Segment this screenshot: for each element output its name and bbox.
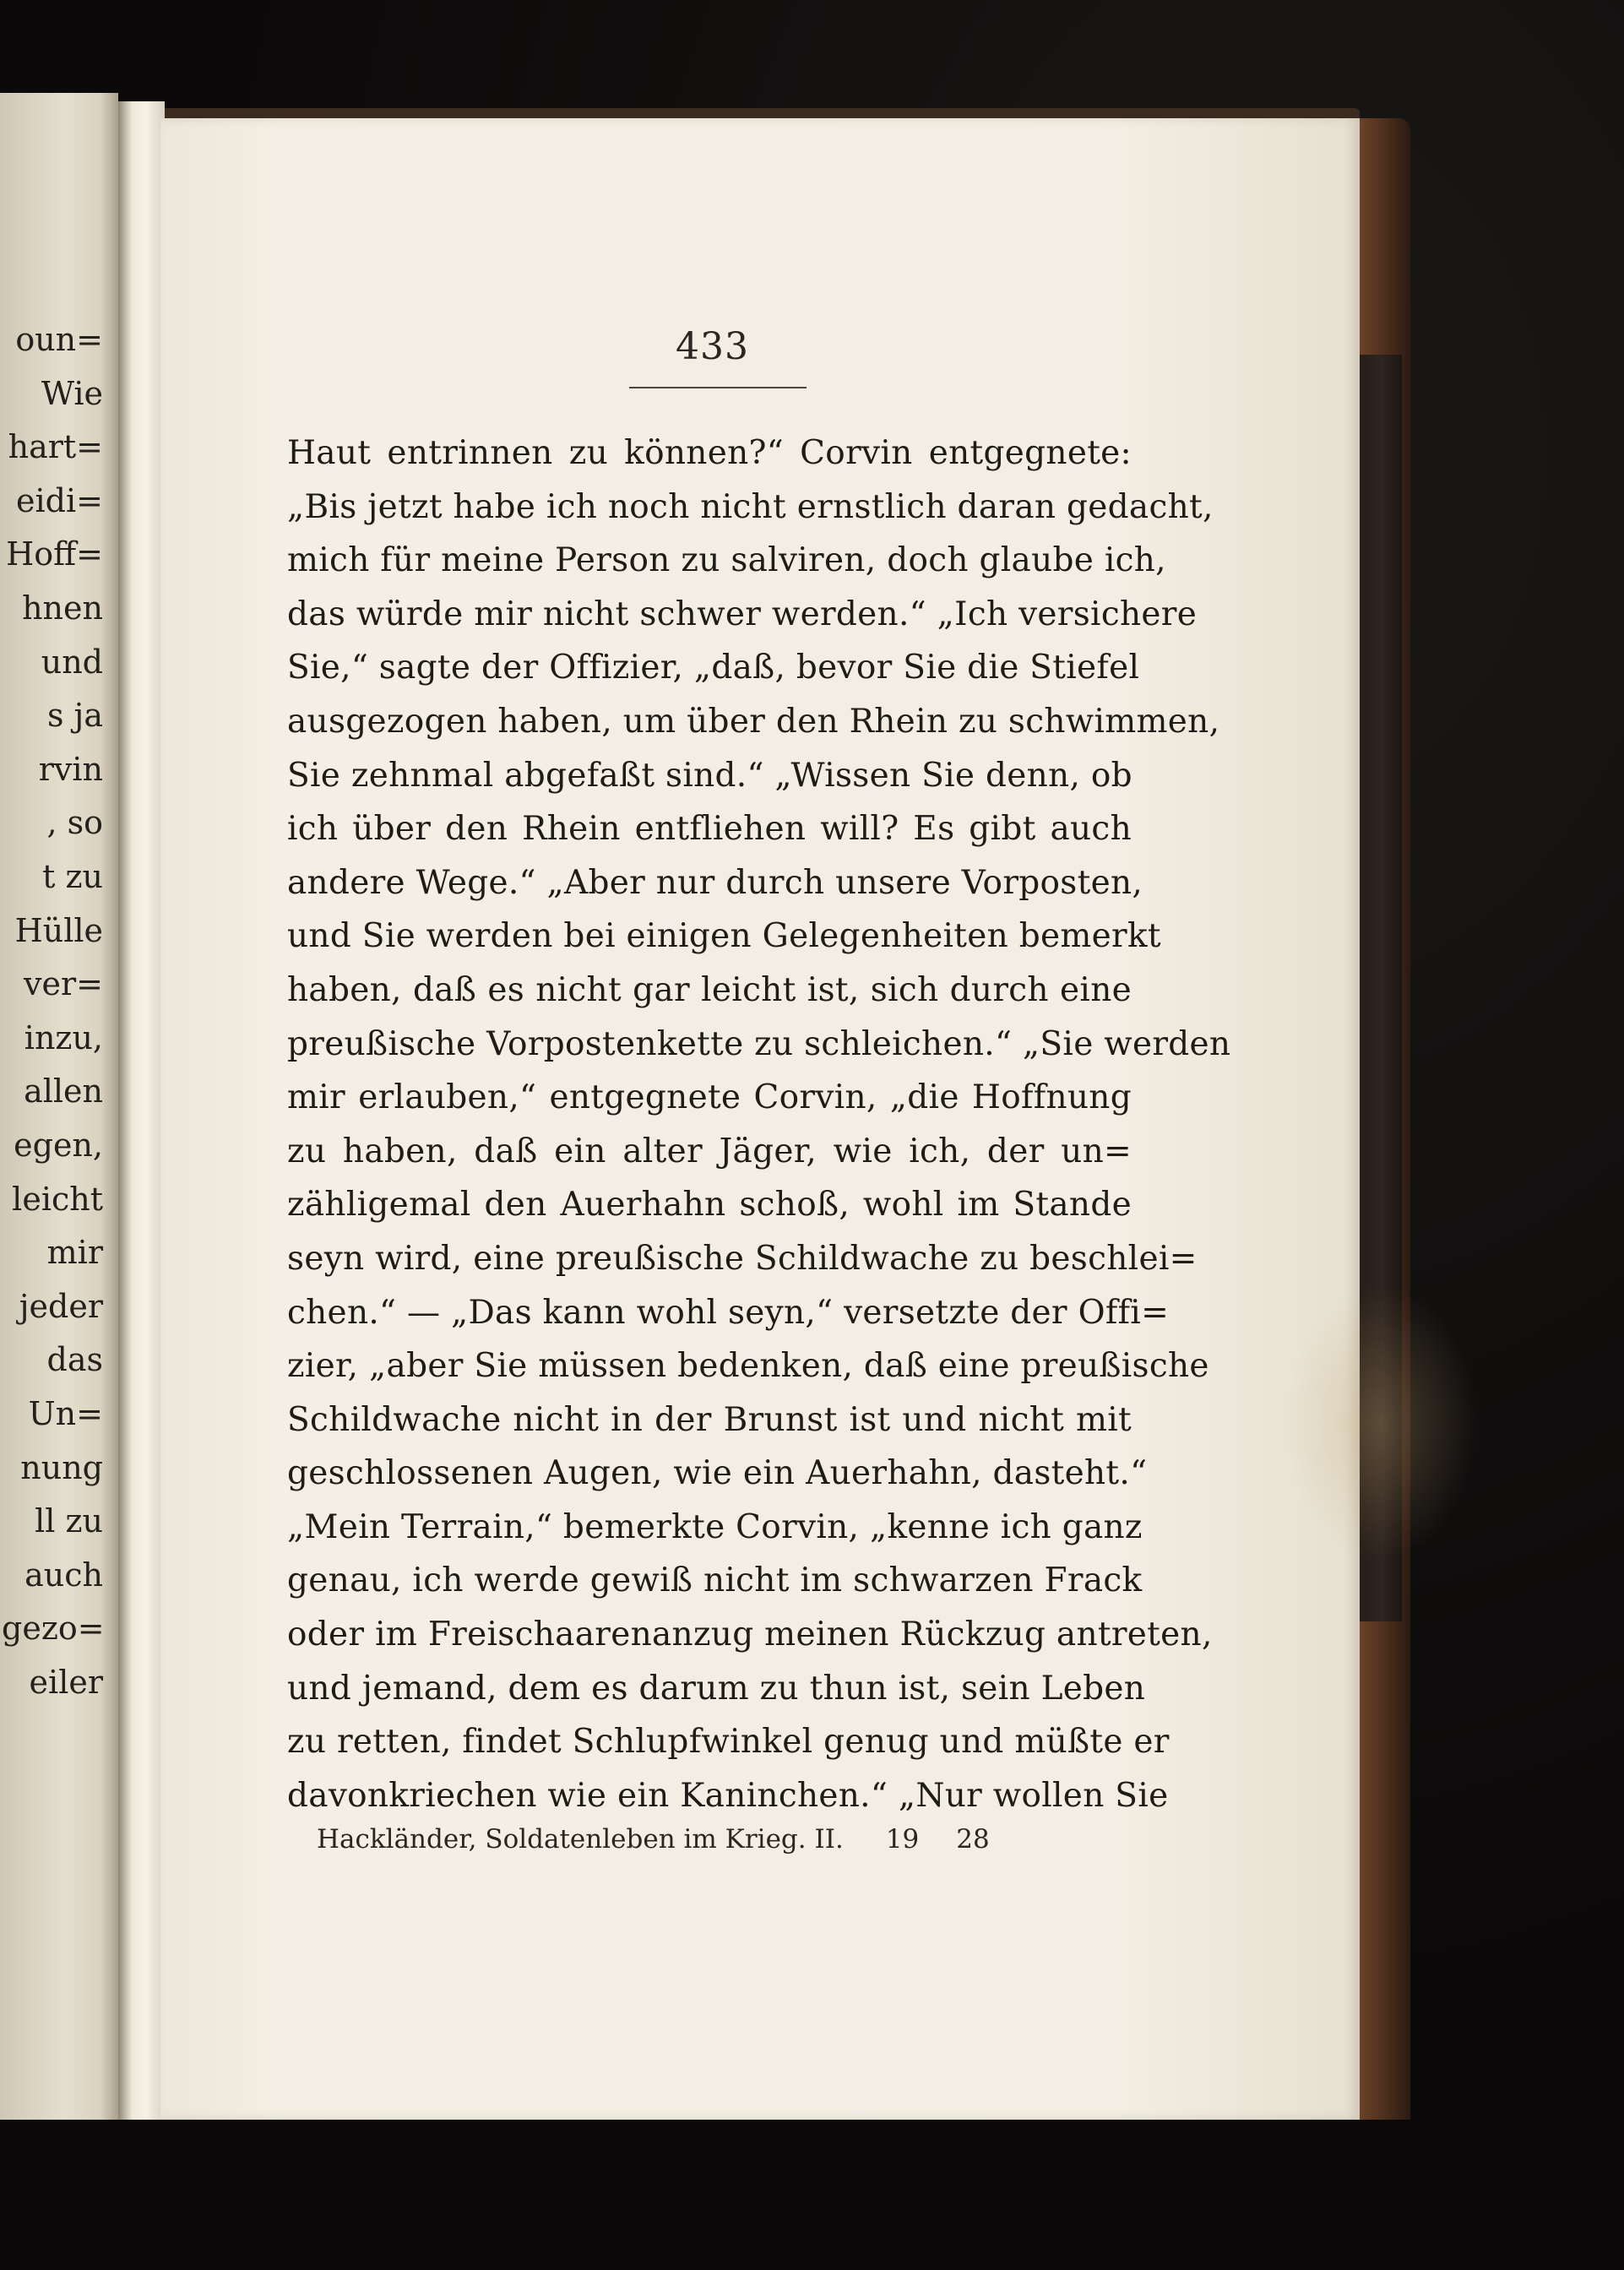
text-line: mich für meine Person zu salviren, doch glaube ich, bbox=[287, 541, 1166, 580]
left-page-fragment: ll zu bbox=[35, 1502, 103, 1540]
left-page-fragment: das bbox=[46, 1341, 103, 1379]
left-page-fragment: jeder bbox=[19, 1287, 103, 1325]
text-line: zier, „aber Sie müssen bedenken, daß eine preußische bbox=[287, 1347, 1209, 1386]
body-text bbox=[287, 426, 1231, 1822]
left-page-fragment: Wie bbox=[41, 374, 103, 412]
page-footer bbox=[317, 1824, 992, 1855]
text-line: zu retten, findet Schlupfwinkel genug und müßte er bbox=[287, 1723, 1170, 1762]
foxing-stain bbox=[1284, 1284, 1478, 1562]
text-line: zähligemal den Auerhahn schoß, wohl im Stande bbox=[287, 1186, 1132, 1225]
left-page-fragment: Hülle bbox=[14, 911, 103, 949]
left-page-fragment: allen bbox=[24, 1073, 103, 1111]
left-page-fragment: t zu bbox=[42, 858, 103, 895]
left-page-fragment: hart= bbox=[8, 428, 103, 466]
left-page-fragment: auch bbox=[24, 1556, 103, 1594]
left-facing-page bbox=[0, 93, 118, 2128]
left-page-fragment: inzu, bbox=[24, 1018, 103, 1056]
left-page-fragment: ver= bbox=[24, 965, 103, 1003]
left-page-fragment: gezo= bbox=[2, 1610, 105, 1648]
left-page-fragment: eidi= bbox=[16, 481, 103, 519]
left-page-fragment: eiler bbox=[29, 1664, 103, 1701]
page-number: 433 bbox=[676, 325, 749, 368]
text-line: preußische Vorpostenkette zu schleichen.“ „Sie werden bbox=[287, 1024, 1231, 1063]
text-line: oder im Freischaarenanzug meinen Rückzug antreten, bbox=[287, 1616, 1213, 1654]
text-line: ich über den Rhein entfliehen will? Es gibt auch bbox=[287, 810, 1132, 849]
text-line: Sie,“ sagte der Offizier, „daß, bevor Sie die Stiefel bbox=[287, 649, 1140, 687]
text-line: „Mein Terrain,“ bemerkte Corvin, „kenne ich ganz bbox=[287, 1507, 1143, 1546]
left-page-fragment: rvin bbox=[38, 750, 103, 788]
page-gutter bbox=[118, 101, 165, 2128]
text-line: andere Wege.“ „Aber nur durch unsere Vorposten, bbox=[287, 863, 1143, 902]
left-page-fragment: egen, bbox=[14, 1127, 103, 1164]
text-line: „Bis jetzt habe ich noch nicht ernstlich daran gedacht, bbox=[287, 487, 1214, 526]
text-line: davonkriechen wie ein Kaninchen.“ „Nur wollen Sie bbox=[287, 1776, 1169, 1815]
left-page-fragment: und bbox=[41, 643, 103, 681]
text-line: geschlossenen Augen, wie ein Auerhahn, dasteht.“ bbox=[287, 1454, 1148, 1493]
text-line: haben, daß es nicht gar leicht ist, sich durch eine bbox=[287, 970, 1132, 1009]
text-line: Sie zehnmal abgefaßt sind.“ „Wissen Sie denn, ob bbox=[287, 756, 1132, 795]
text-line: zu haben, daß ein alter Jäger, wie ich, der un= bbox=[287, 1132, 1132, 1170]
text-line: genau, ich werde gewiß nicht im schwarzen Frack bbox=[287, 1561, 1143, 1600]
left-page-fragment: Hoff= bbox=[6, 535, 103, 573]
left-page-fragment: oun= bbox=[15, 321, 103, 358]
left-page-fragment: mir bbox=[46, 1234, 103, 1272]
text-line: das würde mir nicht schwer werden.“ „Ich versichere bbox=[287, 595, 1198, 633]
bottom-background bbox=[0, 2120, 1624, 2270]
text-line: und jemand, dem es darum zu thun ist, sein Leben bbox=[287, 1669, 1146, 1708]
footer-imprint: Hackländer, Soldatenleben im Krieg. II. bbox=[317, 1824, 844, 1855]
text-line: seyn wird, eine preußische Schildwache zu beschlei= bbox=[287, 1239, 1198, 1278]
text-line: mir erlauben,“ entgegnete Corvin, „die Hoffnung bbox=[287, 1078, 1132, 1117]
text-line: Schildwache nicht in der Brunst ist und nicht mit bbox=[287, 1400, 1132, 1439]
text-line: Haut entrinnen zu können?“ Corvin entgegnete: bbox=[287, 434, 1132, 472]
left-page-fragment: hnen bbox=[22, 589, 103, 627]
left-page-fragment: , so bbox=[46, 804, 103, 842]
header-rule bbox=[629, 387, 807, 388]
text-line: und Sie werden bei einigen Gelegenheiten bemerkt bbox=[287, 917, 1161, 956]
left-page-fragment: leicht bbox=[12, 1180, 103, 1218]
left-page-fragment: nung bbox=[20, 1448, 103, 1486]
text-line: ausgezogen haben, um über den Rhein zu schwimmen, bbox=[287, 702, 1220, 741]
footer-signature: 19 bbox=[885, 1824, 920, 1855]
left-page-fragment: Un= bbox=[28, 1395, 103, 1432]
text-line: chen.“ — „Das kann wohl seyn,“ versetzte der Offi= bbox=[287, 1293, 1170, 1332]
footer-sheet: 28 bbox=[956, 1824, 990, 1855]
left-page-fragment: s ja bbox=[46, 697, 103, 735]
